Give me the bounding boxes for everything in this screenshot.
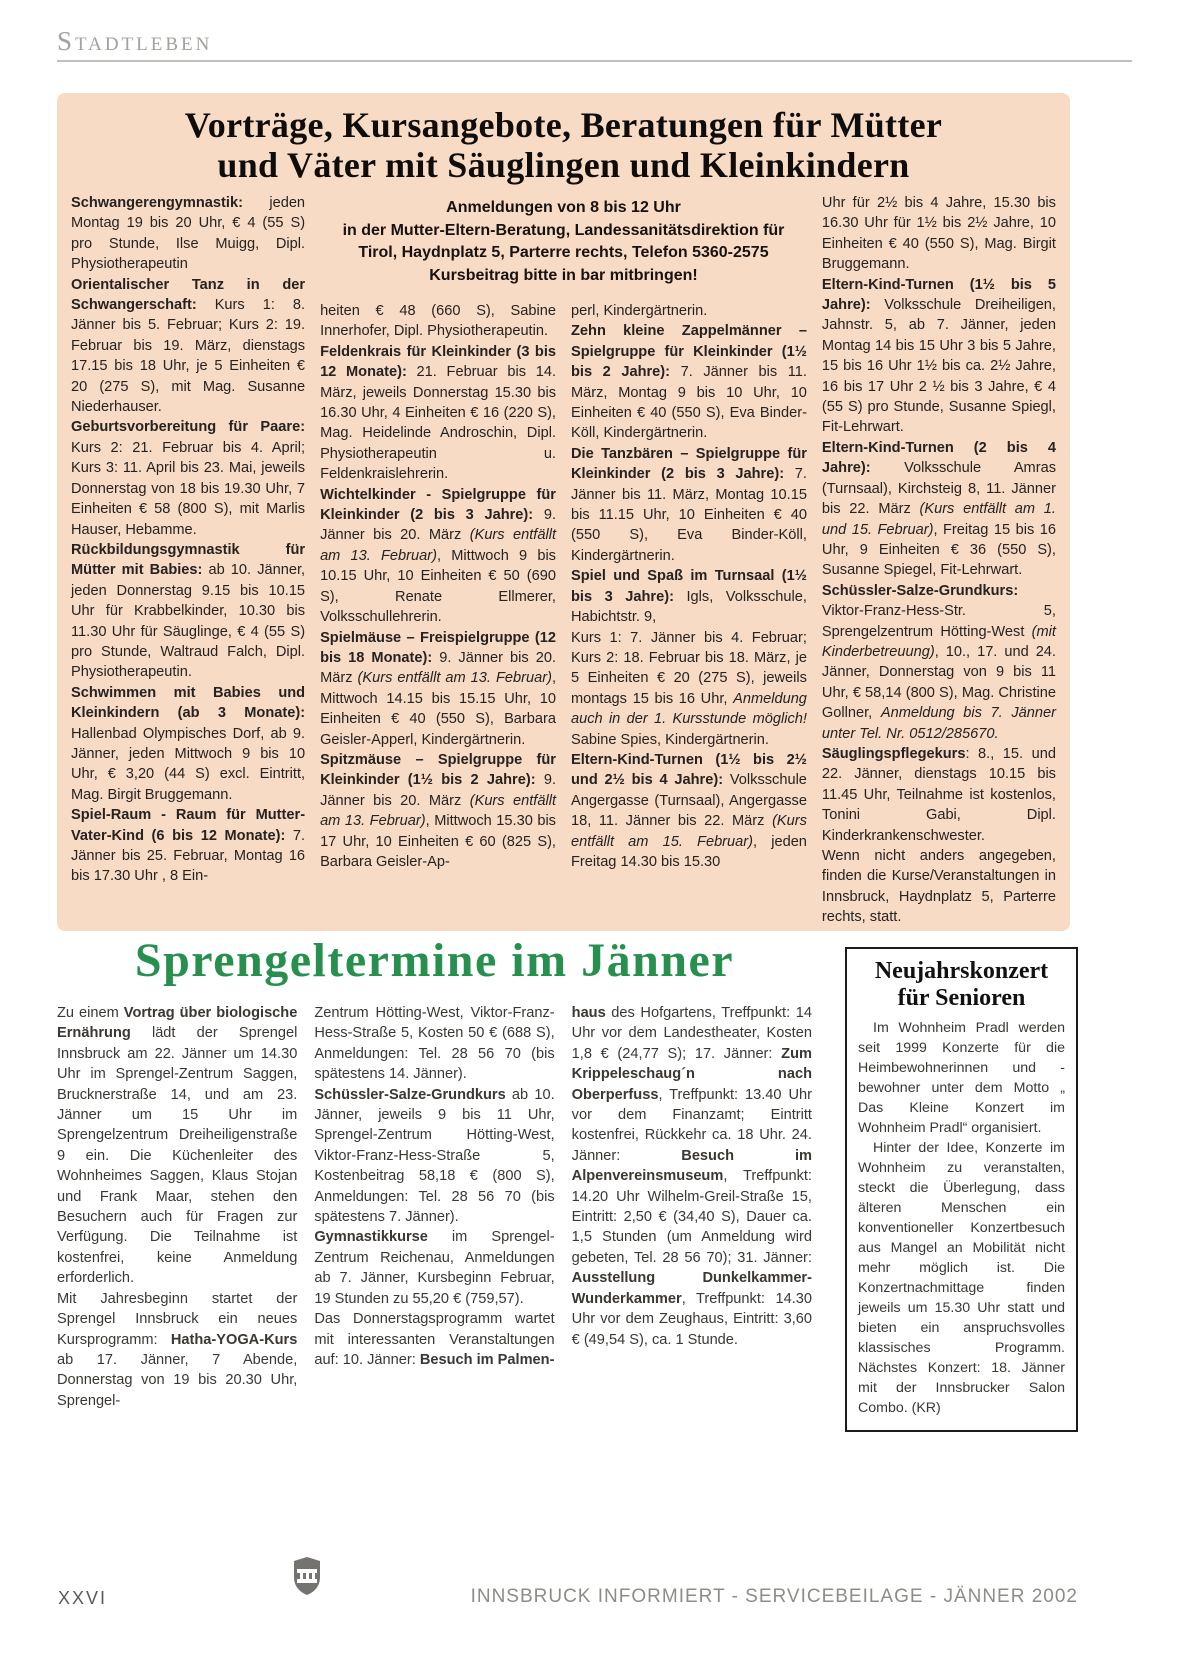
paragraph: Geburtsvorbereitung für Paare: Kurs 2: 21. Februar bis 4. April; Kurs 3: 11. April bis 23. Mai, jeweils Donnerstag von 18 bis 19.30 Uhr, 7 Einheiten € 58 (800 S), mit Marlis Hauser, Hebamme. bbox=[71, 419, 306, 538]
paragraph: Schüssler-Salze-Grundkurs ab 10. Jänner, jeweils 9 bis 11 Uhr, Sprengel-Zentrum Hötting-West, Viktor-Franz-Hess-Straße 5, Kostenbeitrag 58,18 € (800 S), Anmeldungen: Tel. 28 56 70 (bis spätestens 7. Jänner). bbox=[314, 1086, 555, 1226]
paragraph: Das Donnerstagsprogramm wartet mit interessanten Veranstaltungen auf: 10. Jänner: Besuch im Palmen- bbox=[314, 1311, 555, 1368]
courses-columns bbox=[71, 193, 1056, 928]
sprengel-column-3 bbox=[572, 1003, 812, 1411]
paragraph: Im Wohnheim Pradl werden seit 1999 Konzerte für die Heimbewohnerinnen und -bewohner unter dem Motto „ Das Kleine Konzert im Wohnheim Pradl“ organisiert. bbox=[858, 1020, 1065, 1136]
text-line: Neujahrskonzert bbox=[874, 958, 1049, 984]
innsbruck-crest-icon bbox=[293, 1556, 321, 1596]
courses-middle-area bbox=[320, 193, 807, 928]
paragraph: Feldenkrais für Kleinkinder (3 bis 12 Monate): 21. Februar bis 14. März, jeweils Donnerstag 15.30 bis 16.30 Uhr, 4 Einheiten € 16 (220 S), Mag. Heidelinde Androschin, Dipl. Physiotherapeutin u. Feldenkraislehrerin. bbox=[320, 343, 557, 483]
text-line: Tirol, Haydnplatz 5, Parterre rechts, Telefon 5360-2575 bbox=[358, 244, 769, 261]
paragraph: Orientalischer Tanz in der Schwangerschaft: Kurs 1: 8. Jänner bis 5. Februar; Kurs 2: 19. Februar bis 19. März, dienstags 17.15 bis 18 Uhr, je 5 Einheiten € 20 (275 S), mit Mag. Susanne Niederhauser. bbox=[71, 276, 306, 416]
paragraph: Schüssler-Salze-Grundkurs: Viktor-Franz-Hess-Str. 5, Sprengelzentrum Hötting-West (mit Kinderbetreuung), 10., 17. und 24. Jänner, Donnerstag von 9 bis 11 Uhr, € 58,14 (800 S), Mag. Christine Gollner, Anmeldung bis 7. Jänner unter Tel. Nr. 0512/285670. bbox=[821, 582, 1056, 742]
paragraph: Die Tanzbären – Spielgruppe für Kleinkinder (2 bis 3 Jahre): 7. Jänner bis 11. März, Montag 10.15 bis 11.15 Uhr, 10 Einheiten € 40 (550 S), Eva Binder-Köll, Kindergärtnerin. bbox=[571, 445, 807, 564]
paragraph: Zehn kleine Zappelmänner – Spielgruppe für Kleinkinder (1½ bis 2 Jahre): 7. Jänner bis 11. März, Montag 9 bis 10 Uhr, 10 Einheiten € 40 (550 S), Eva Binder-Köll, Kindergärtnerin. bbox=[571, 323, 807, 442]
paragraph: Spiel-Raum - Raum für Mutter-Vater-Kind (6 bis 12 Monate): 7. Jänner bis 25. Februar, Montag 16 bis 17.30 Uhr , 8 Ein- bbox=[71, 807, 306, 885]
paragraph: haus des Hofgartens, Treffpunkt: 14 Uhr vor dem Landestheater, Kosten 1,8 € (24,77 S); 17. Jänner: Zum Krippeleschaug´n nach Oberperfuss, Treffpunkt: 13.40 Uhr vor dem Finanzamt; Eintritt kostenfrei, Rückkehr ca. 18 Uhr. 24. Jänner: Besuch im Alpenvereinsmuseum, Treffpunkt: 14.20 Uhr Wilhelm-Greil-Straße 15, Eintritt: 2,50 € (34,40 S), Dauer ca. 1,5 Stunden (um Anmeldung wird gebeten, Tel. 28 56 70); 31. Jänner: Ausstellung Dunkelkammer-Wunderkammer, Treffpunkt: 14.30 Uhr vor dem Zeughaus, Eintritt: 3,60 € (49,54 S), ca. 1 Stunde. bbox=[571, 1005, 812, 1348]
text-line: Anmeldungen von 8 bis 12 Uhr bbox=[446, 199, 681, 216]
paragraph: Spielmäuse – Freispielgruppe (12 bis 18 Monate): 9. Jänner bis 20. März (Kurs entfällt am 13. Februar), Mittwoch 14.15 bis 15.15 Uhr, 10 Einheiten € 40 (550 S), Barbara Geisler-Apperl, Kindergärtnerin. bbox=[320, 629, 557, 748]
sprengel-column-1 bbox=[57, 1003, 297, 1411]
paragraph: Hinter der Idee, Konzerte im Wohnheim zu veranstalten, steckt die Überlegung, dass älteren Menschen ein konventioneller Konzertbesuch aus Mangel an Mobilität nicht mehr möglich ist. Die Konzertnachmittage finden jeweils um 15.30 Uhr statt und bieten ein anspruchsvolles klassisches Programm. Nächstes Konzert: 18. Jänner mit der Innsbrucker Salon Combo. (KR) bbox=[858, 1140, 1065, 1416]
paragraph: Wichtelkinder - Spielgruppe für Kleinkinder (2 bis 3 Jahre): 9. Jänner bis 20. März (Kurs entfällt am 13. Februar), Mittwoch 9 bis 10.15 Uhr, 10 Einheiten € 50 (690 S), Renate Ellmerer, Volksschullehrerin. bbox=[320, 486, 556, 626]
paragraph: Schwimmen mit Babies und Kleinkindern (ab 3 Monate): Hallenbad Olympisches Dorf, ab 9. Jänner, jeden Mittwoch 9 bis 10 Uhr, € 3,20 (44 S) excl. Eintritt, Mag. Birgit Bruggemann. bbox=[71, 684, 306, 803]
paragraph: Spitzmäuse – Spielgruppe für Kleinkinder (1½ bis 2 Jahre): 9. Jänner bis 20. März (Kurs entfällt am 13. Februar), Mittwoch 15.30 bis 17 Uhr, 10 Einheiten € 60 (825 S), Barbara Geisler-Ap- bbox=[320, 751, 556, 870]
text-line: in der Mutter-Eltern-Beratung, Landessanitätsdirektion für bbox=[342, 221, 785, 239]
paragraph: Eltern-Kind-Turnen (2 bis 4 Jahre): Volksschule Amras (Turnsaal), Kirchsteig 8, 11. Jänner bis 22. März (Kurs entfällt am 1. und 15. Februar), Freitag 15 bis 16 Uhr, 9 Einheiten € 36 (550 S), Susanne Spiegel, Fit-Lehrwart. bbox=[821, 439, 1056, 579]
paragraph: Zu einem Vortrag über biologische Ernährung lädt der Sprengel Innsbruck am 22. Jänner um 14.30 Uhr im Sprengel-Zentrum Saggen, Brucknerstraße 14, und am 23. Jänner um 15 Uhr im Sprengelzentrum Dreiheiligenstraße 9 ein. Die Küchenleiter des Wohnheimes Saggen, Klaus Stojan und Frank Maar, stehen den Besuchern auch für Fragen zur Verfügung. Die Teilnahme ist kostenfrei, keine Anmeldung erforderlich. bbox=[57, 1005, 298, 1287]
sidebar-article-title bbox=[858, 958, 1065, 1012]
paragraph: Rückbildungsgymnastik für Mütter mit Babies: ab 10. Jänner, jeden Donnerstag 9.15 bis 10.15 Uhr für Krabbelkinder, 10.30 bis 11.30 Uhr für Säuglinge, € 4 (55 S) pro Stunde, Waltraud Falch, Dipl. Physiotherapeutin. bbox=[71, 541, 306, 681]
publication-footer-text: INNSBRUCK INFORMIERT - SERVICEBEILAGE - JÄNNER 2002 bbox=[470, 1586, 1078, 1607]
paragraph: Uhr für 2½ bis 4 Jahre, 15.30 bis 16.30 Uhr für 1½ bis 2½ Jahre, 10 Einheiten € 40 (550 S), Mag. Birgit Bruggemann. bbox=[821, 195, 1056, 273]
courses-box bbox=[57, 93, 1070, 931]
registration-notice bbox=[320, 197, 807, 287]
page-number: XXVI bbox=[58, 1588, 108, 1608]
text-line: für Senioren bbox=[897, 985, 1026, 1011]
paragraph: perl, Kindergärtnerin. bbox=[571, 303, 708, 319]
sprengel-title: Sprengeltermine im Jänner bbox=[134, 934, 735, 987]
text-line: Vorträge, Kursangebote, Beratungen für Mütter bbox=[184, 105, 943, 145]
masthead-section-label: Stadtleben bbox=[57, 26, 213, 56]
sidebar-article bbox=[845, 947, 1078, 1432]
sprengel-columns bbox=[57, 1003, 812, 1411]
courses-column-3 bbox=[571, 301, 807, 872]
paragraph: heiten € 48 (660 S), Sabine Innerhofer, Dipl. Physiotherapeutin. bbox=[320, 303, 556, 340]
text-line: und Väter mit Säuglingen und Kleinkindern bbox=[217, 145, 910, 185]
paragraph: Zentrum Hötting-West, Viktor-Franz-Hess-Straße 5, Kosten 50 € (688 S), Anmeldungen: Tel. 28 56 70 (bis spätestens 14. Jänner). bbox=[314, 1005, 555, 1083]
sprengel-column-2 bbox=[314, 1003, 554, 1411]
paragraph: Mit Jahresbeginn startet der Sprengel Innsbruck ein neues Kursprogramm: Hatha-YOGA-Kurs ab 17. Jänner, 7 Abende, Donnerstag von 19 bis 20.30 Uhr, Sprengel- bbox=[57, 1290, 298, 1409]
paragraph: Eltern-Kind-Turnen (1½ bis 5 Jahre): Volksschule Dreiheiligen, Jahnstr. 5, ab 7. Jänner, jeden Montag 14 bis 15 Uhr 3 bis 5 Jahre, 15 bis 16 Uhr 1½ bis ca. 2½ Jahre, 16 bis 17 Uhr 2 ½ bis 3 Jahre, € 4 (55 S) pro Stunde, Susanne Spiegl, Fit-Lehrwart. bbox=[821, 276, 1056, 436]
sidebar-article-body bbox=[858, 1018, 1065, 1418]
paragraph: Gymnastikkurse im Sprengel-Zentrum Reichenau, Anmeldungen ab 7. Jänner, Kursbeginn Februar, 19 Stunden zu 55,20 € (759,57). bbox=[314, 1229, 555, 1307]
courses-column-4 bbox=[822, 193, 1056, 928]
courses-column-2 bbox=[320, 301, 556, 872]
courses-box-title bbox=[71, 105, 1056, 185]
text-line: Kursbeitrag bitte in bar mitbringen! bbox=[429, 266, 698, 284]
paragraph: Wenn nicht anders angegeben, finden die Kurse/Veranstaltungen in Innsbruck, Haydnplatz 5, Parterre rechts, statt. bbox=[821, 848, 1056, 926]
paragraph: Säuglingspflegekurs: 8., 15. und 22. Jänner, dienstags 10.15 bis 11.45 Uhr, Teilnahme ist kostenlos, Tonini Gabi, Dipl. Kinderkrankenschwester. bbox=[821, 745, 1056, 844]
paragraph: Spiel und Spaß im Turnsaal (1½ bis 3 Jahre): Igls, Volksschule, Habichtstr. 9, bbox=[571, 568, 807, 626]
paragraph: Eltern-Kind-Turnen (1½ bis 2½ und 2½ bis 4 Jahre): Volksschule Angergasse (Turnsaal), Angergasse 18, 11. Jänner bis 22. März (Kurs entfällt am 15. Februar), jeden Freitag 14.30 bis 15.30 bbox=[571, 751, 807, 870]
paragraph: Schwangerengymnastik: jeden Montag 19 bis 20 Uhr, € 4 (55 S) pro Stunde, Ilse Muigg, Dipl. Physiotherapeutin bbox=[71, 195, 306, 273]
courses-column-1 bbox=[71, 193, 305, 928]
masthead-rule bbox=[57, 60, 1132, 62]
paragraph: Kurs 1: 7. Jänner bis 4. Februar; Kurs 2: 18. Februar bis 18. März, je 5 Einheiten € 20 (275 S), jeweils montags 15 bis 16 Uhr, Anmeldung auch in der 1. Kursstunde möglich! Sabine Spies, Kindergärtnerin. bbox=[571, 629, 807, 748]
